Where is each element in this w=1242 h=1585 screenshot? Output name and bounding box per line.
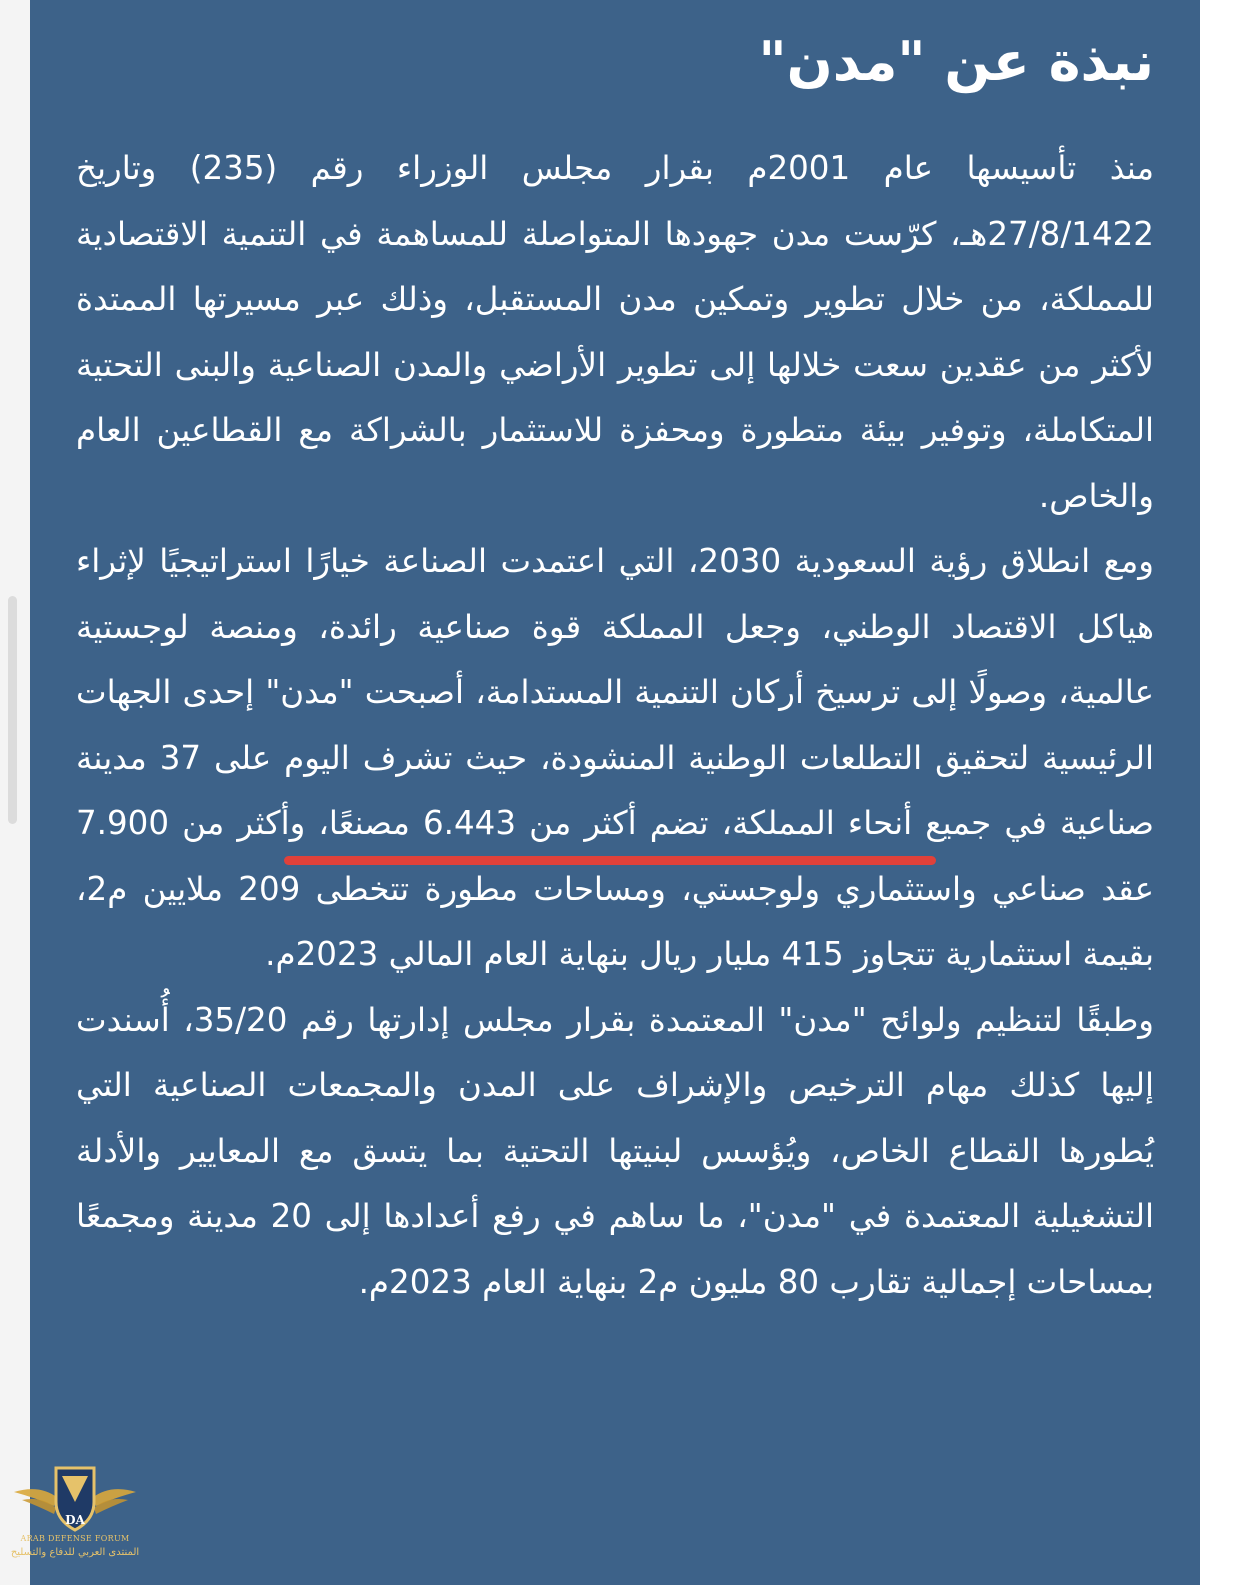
article-paragraph-2: ومع انطلاق رؤية السعودية 2030، التي اعتمدت الصناعة خيارًا استراتيجيًا لإثراء هياكل الاقتصاد الوطني، وجعل المملكة قوة صناعية رائدة، ومنصة لوجستية عالمية، وصولًا إلى ترسيخ أركان التنمية المستدامة، أصبحت "مدن" إحدى الجهات الرئيسية لتحقيق التطلعات الوطنية المنشودة، حيث تشرف اليوم على 37 مدينة صناعية في جميع أنحاء المملكة، تضم أكثر من 6.443 مصنعًا، وأكثر من 7.900 عقد صناعي واستثماري ولوجستي، ومساحات مطورة تتخطى 209 ملايين م2، بقيمة استثمارية تتجاوز 415 مليار ريال بنهاية العام المالي 2023م. — [76, 542, 1155, 973]
article-paragraph-1: منذ تأسيسها عام 2001م بقرار مجلس الوزراء رقم (235) وتاريخ 27/8/1422هـ، كرّست مدن جهودها المتواصلة للمساهمة في التنمية الاقتصادية للمملكة، من خلال تطوير وتمكين مدن المستقبل، وذلك عبر مسيرتها الممتدة لأكثر من عقدين سعت خلالها إلى تطوير الأراضي والمدن الصناعية والبنى التحتية المتكاملة، وتوفير بيئة متطورة ومحفزة للاستثمار بالشراكة مع القطاعين العام والخاص. — [76, 149, 1154, 515]
scrollbar-thumb[interactable] — [8, 596, 17, 824]
watermark-name-en: ARAB DEFENSE FORUM — [20, 1534, 130, 1543]
article-panel — [30, 0, 1200, 1585]
watermark-badge: DA — [65, 1513, 85, 1527]
highlight-underline — [284, 856, 936, 865]
article-paragraph-3: وطبقًا لتنظيم ولوائح "مدن" المعتمدة بقرار مجلس إدارتها رقم 35/20، أُسندت إليها كذلك مهام الترخيص والإشراف على المدن والمجمعات الصناعية التي يُطورها القطاع الخاص، ويُؤسس لبنيتها التحتية بما يتسق مع المعايير والأدلة التشغيلية المعتمدة في "مدن"، ما ساهم في رفع أعدادها إلى 20 مدينة ومجمعًا بمساحات إجمالية تقارب 80 مليون م2 بنهاية العام 2023م. — [76, 1000, 1155, 1301]
eagle-shield-icon — [10, 1462, 140, 1540]
article-title: نبذة عن "مدن" — [758, 30, 1154, 93]
right-margin — [1200, 0, 1242, 1585]
left-margin — [0, 0, 30, 1585]
watermark-name-ar: المنتدى العربي للدفاع والتسليح — [10, 1547, 140, 1558]
forum-watermark — [10, 1462, 140, 1567]
